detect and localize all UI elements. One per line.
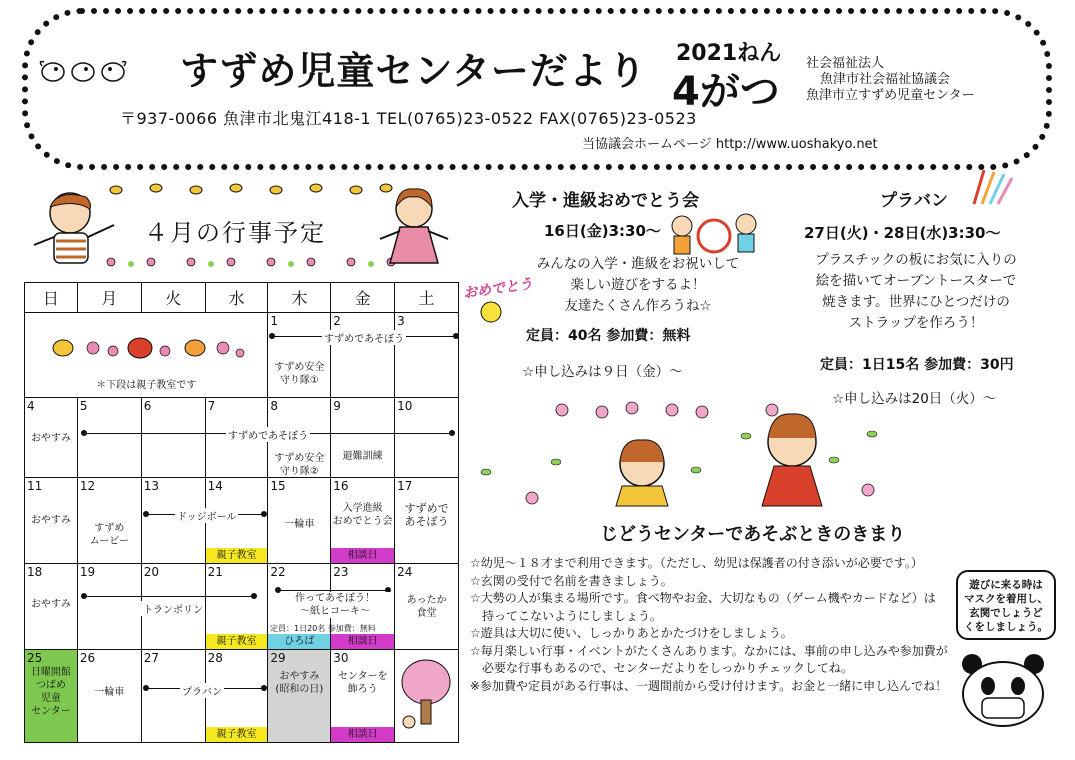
event-text: すずめ安全 守り隊① [274, 362, 325, 386]
weekday-header: 火 [141, 283, 205, 313]
day-number: 28 [207, 651, 223, 665]
day-number: 30 [333, 651, 349, 665]
weekday-header: 日 [25, 283, 78, 313]
event-text: おやすみ (昭和の日) [275, 671, 324, 695]
calendar-day [268, 313, 331, 398]
calendar-day [25, 478, 78, 564]
day-number: 11 [27, 479, 43, 493]
event1-date: 16日(金)3:30～ [544, 222, 661, 240]
day-number: 16 [333, 479, 349, 493]
hiroba-tag: ひろば [268, 634, 330, 649]
event-span-bar [278, 590, 388, 591]
panda-mask-illustration [958, 650, 1048, 728]
day-number: 8 [270, 399, 279, 413]
child-illustration-girl [378, 183, 450, 269]
event-span-label: ドッジボール [175, 508, 238, 523]
consultation-tag: 相談日 [331, 727, 394, 742]
weekday-header: 月 [77, 283, 141, 313]
calendar-day [395, 478, 459, 564]
day-number: 13 [143, 479, 159, 493]
event-text: 入学進級 おめでとう会 [332, 503, 393, 527]
event-text: 日曜開館 つばめ 児童 センター [30, 667, 71, 717]
day-number: 6 [143, 399, 152, 413]
calendar-day [331, 313, 395, 398]
event-text: おやすみ [30, 599, 71, 610]
event1-title: 入学・進級おめでとう会 [512, 191, 699, 211]
day-number: 3 [397, 314, 405, 328]
day-number: 26 [79, 651, 96, 665]
day-number: 24 [397, 565, 413, 579]
day-number: 12 [79, 479, 96, 493]
event2-apply: ☆申し込みは20日（火）～ [832, 391, 997, 407]
day-number: 23 [333, 565, 349, 579]
weekday-header: 金 [331, 283, 395, 313]
event-span-label: トランポリン [141, 601, 205, 616]
event-text: おやすみ [30, 515, 71, 526]
mask-reminder-bubble [956, 570, 1056, 640]
day-number: 5 [79, 399, 88, 413]
calendar-day [25, 398, 78, 478]
rule-item: ※参加費や定員がある行事は、一週間前から受け付けます。お金と一緒に申し込んでね！ [470, 678, 948, 693]
chick-icon [478, 298, 504, 324]
day-number: 7 [207, 399, 216, 413]
issue-month: 4がつ [672, 69, 780, 115]
event-text: すずめ ムービー [89, 523, 129, 547]
calendar-note: ＊下段は親子教室です [96, 380, 197, 391]
calendar-day [77, 564, 141, 650]
consultation-tag: 相談日 [331, 634, 394, 649]
day-number: 18 [27, 565, 43, 579]
event2-description [794, 250, 1038, 334]
day-number: 19 [79, 565, 96, 579]
kids-hoop-illustration [668, 212, 760, 258]
day-number: 1 [270, 314, 279, 328]
event1-capacity: 定員：40名 参加費：無料 [526, 328, 691, 344]
weekday-header: 木 [268, 283, 331, 313]
day-number: 27 [143, 651, 159, 665]
rule-item: ☆大勢の人が集まる場所です。食べ物やお金、大切なもの（ゲーム機やカードなど）は [470, 591, 936, 605]
day-number: 4 [27, 399, 35, 413]
rule-item: ☆玄関の受付で名前を書きましょう。 [470, 573, 673, 588]
oyako-class-tag: 親子教室 [206, 548, 268, 563]
event1-description [518, 254, 758, 317]
weekday-header: 水 [205, 283, 268, 313]
day-number: 17 [397, 479, 413, 493]
event-span-label: すずめであそぼう [226, 427, 310, 442]
day-number: 10 [397, 399, 413, 413]
calendar-day [395, 650, 459, 743]
rule-item: 必要な行事もあるので、センターだよりをしっかりチェックしてね。 [470, 661, 853, 675]
event-text: おやすみ [30, 433, 71, 444]
day-number: 25 [27, 651, 43, 665]
event-text: すずめで あそぼう [404, 502, 449, 528]
omedeto-badge: おめでとう [462, 276, 534, 302]
day-number: 15 [270, 479, 286, 493]
event2-title: プラバン [880, 191, 948, 211]
event-calendar [24, 282, 459, 743]
organization [806, 56, 975, 104]
bubble-line: 玄関でしょうど [969, 607, 1043, 619]
calendar-day [205, 564, 268, 650]
rules-title: じどうセンターであそぶときのきまり [600, 524, 906, 545]
event2-capacity: 定員：1日15名 参加費：30円 [820, 357, 1014, 373]
rule-item: ☆幼児～１８才まで利用できます。（ただし、幼児は保護者の付き添いが必要です。） [470, 556, 923, 570]
calendar-day [268, 650, 331, 743]
event-text: 避難訓練 [342, 451, 383, 462]
calendar-day [77, 478, 141, 564]
event-text: 一輪車 [94, 687, 125, 698]
day-number: 20 [143, 565, 159, 579]
flowers-girls-illustration [472, 398, 912, 508]
calendar-day [331, 650, 395, 743]
calendar-day [141, 398, 205, 478]
desc-line: 友達たくさん作ろうね☆ [564, 298, 712, 314]
event-text: 作ってあそぼう！ ～紙ヒコーキ～ [280, 592, 390, 618]
child-illustration-boy [28, 185, 120, 275]
calendar-day [77, 650, 141, 743]
oyako-class-tag: 親子教室 [206, 727, 268, 742]
day-number: 2 [333, 314, 341, 328]
desc-line: みんなの入学・進級をお祝いして [536, 256, 740, 272]
org-line: 魚津市立すずめ児童センター [806, 88, 975, 103]
calendar-day [25, 564, 78, 650]
desc-line: 楽しい遊びをするよ！ [570, 277, 706, 293]
event-text: センターを 飾ろう [337, 671, 388, 695]
calendar-day [395, 398, 459, 478]
event-text: あったか 食堂 [406, 595, 447, 619]
pens-icon [966, 166, 1016, 206]
issue-year: 2021ねん [676, 41, 782, 66]
org-line: 社会福祉法人 [806, 56, 885, 71]
bubble-line: マスクを着用し、 [964, 593, 1048, 605]
calendar-day [268, 478, 331, 564]
calendar-day [331, 398, 395, 478]
org-line: 魚津市社会福祉協議会 [820, 72, 951, 87]
day-number: 22 [270, 565, 286, 579]
tree-illustration [399, 656, 453, 734]
rule-item: 持ってこないようにしましょう。 [470, 608, 663, 623]
desc-line: ストラップを作ろう！ [848, 315, 984, 331]
event2-date: 27日(火)・28日(水)3:30～ [804, 224, 1001, 242]
rules-list [470, 555, 960, 695]
calendar-day [25, 650, 78, 743]
event-span-bar [84, 596, 254, 597]
day-number: 21 [207, 565, 223, 579]
event1-apply: ☆申し込みは９日（金）～ [522, 364, 683, 380]
calendar-day [395, 564, 459, 650]
newsletter-title: すずめ児童センターだより [180, 49, 647, 93]
bubble-line: 遊びに来る時は [969, 579, 1043, 591]
birds-illustration [38, 56, 128, 86]
homepage-link[interactable]: 当協議会ホームページ http://www.uoshakyo.net [582, 137, 878, 152]
calendar-day [395, 313, 459, 398]
event-span-label: プラバン [180, 683, 224, 698]
schedule-title: ４月の行事予定 [144, 219, 326, 247]
calendar-day [77, 398, 141, 478]
event-text: すずめ安全 守り隊② [274, 453, 325, 477]
event-span-label: すずめであそぼう [322, 330, 406, 345]
desc-line: 焼きます。世界にひとつだけの [822, 294, 1010, 310]
calendar-day [331, 478, 395, 564]
address-line: 〒937-0066 魚津市北鬼江418-1 TEL(0765)23-0522 FAX(0765)23-0523 [120, 109, 697, 128]
weekday-header: 土 [395, 283, 459, 313]
rule-item: ☆遊具は大切に使い、しっかりあとかたづけをしましょう。 [470, 626, 793, 640]
oyako-class-tag: 親子教室 [206, 634, 268, 649]
desc-line: 絵を描いてオーブントースターで [815, 273, 1017, 289]
rule-item: ☆毎月楽しい行事・イベントがたくさんあります。なかには、事前の申し込みや参加費が [470, 643, 948, 658]
desc-line: プラスチックの板にお気に入りの [815, 252, 1017, 268]
consultation-tag: 相談日 [331, 548, 394, 563]
day-number: 29 [270, 651, 286, 665]
event-note: 定員：1日20名 参加費：無料 [270, 624, 376, 633]
insects-decoration [45, 331, 245, 365]
calendar-note-cell [25, 313, 268, 398]
day-number: 9 [333, 399, 341, 413]
bubble-line: くをしましょう。 [964, 621, 1048, 633]
day-number: 14 [207, 479, 223, 493]
event-text: 一輪車 [284, 519, 315, 530]
